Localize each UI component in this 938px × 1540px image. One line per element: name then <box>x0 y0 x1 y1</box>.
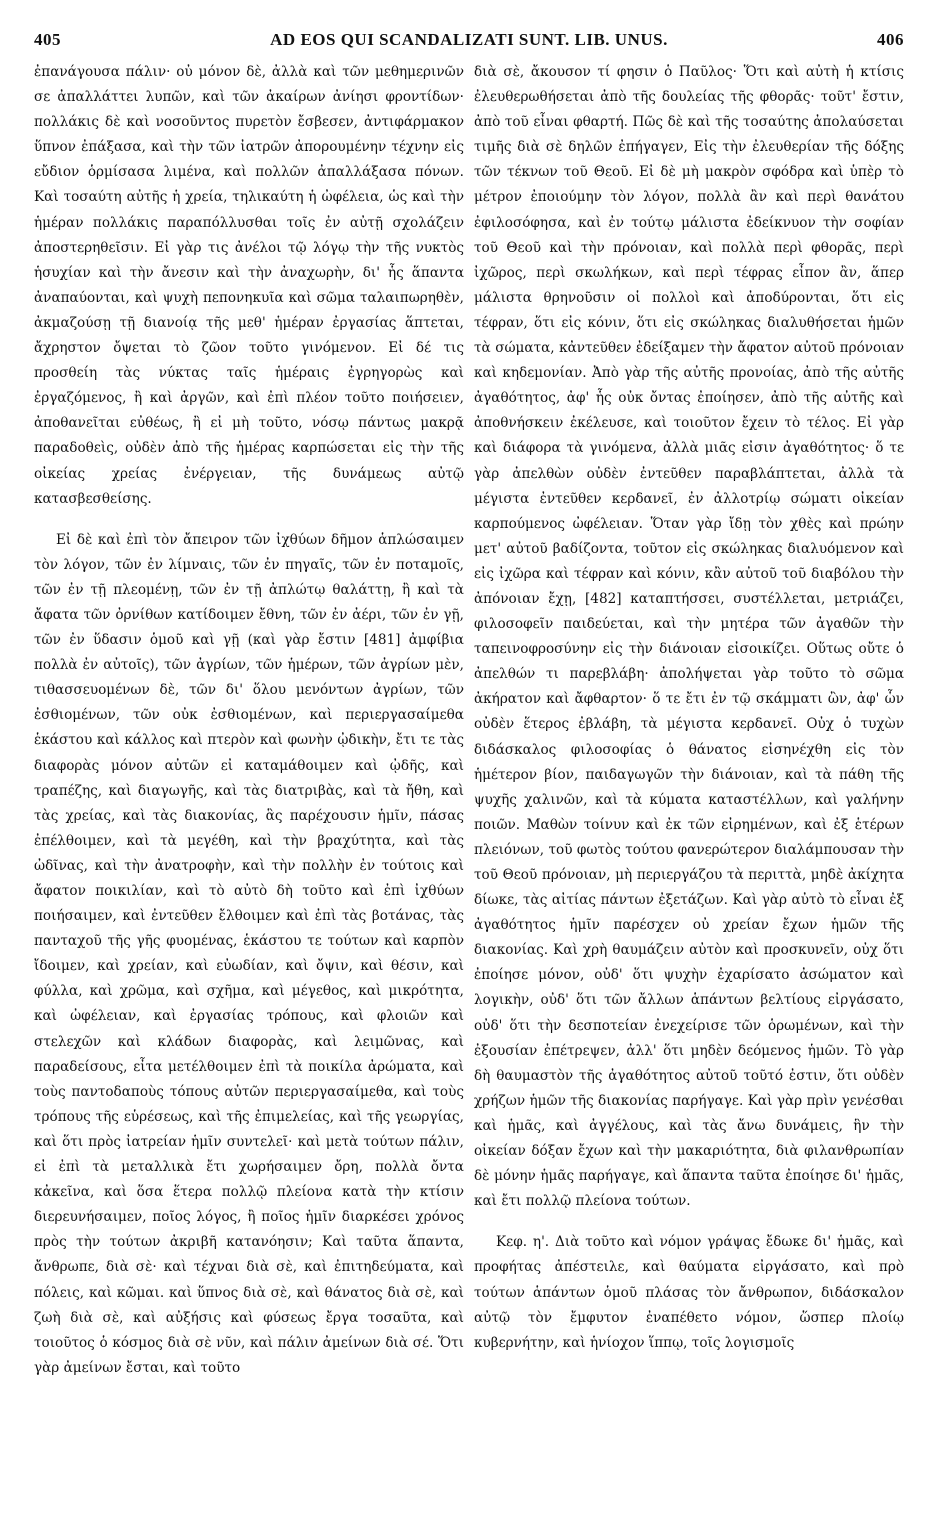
left-column <box>34 60 464 1381</box>
running-header <box>34 30 904 50</box>
page-number-left: 405 <box>34 30 61 49</box>
paragraph: Εἰ δὲ καὶ ἐπὶ τὸν ἄπειρον τῶν ἰχθύων δῆμον ἁπλώσαιμεν τὸν λόγον, τῶν ἐν λίμναις, τῶν ἐν πηγαῖς, τῶν ἐν ποταμοῖς, τῶν ἐν τῇ πλεομένῃ, τῶν ἐν τῇ ἀπλώτῳ θαλάττῃ, ἢ καὶ τὰ ἄφατα τῶν ὀρνίθων κατίδοιμεν ἔθνη, τῶν ἐν ἀέρι, τῶν ἐν γῇ, τῶν ἐν ὕδασιν ὁμοῦ καὶ γῇ (καὶ γὰρ ἔστιν [481] ἀμφίβια πολλὰ ἐν αὐτοῖς), τῶν ἀγρίων, τῶν ἡμέρων, τῶν ἀγρίων μὲν, τιθασσευομένων δὲ, τῶν δι' ὅλου μενόντων ἀγρίων, τῶν ἐσθιομένων, τῶν οὐκ ἐσθιομένων, καὶ περιεργασαίμεθα ἑκάστου καὶ κάλλος καὶ πτερὸν καὶ φωνὴν ᾠδικὴν, ἔτι τε τὰς διαφορὰς μόνον αὐτῶν εἰ καταμάθοιμεν καὶ ᾠδῆς, καὶ τραπέζης, καὶ διαγωγῆς, καὶ τὰς διατριβὰς, καὶ τὰ ἤθη, καὶ τὰς χρείας, καὶ τὰς διακονίας, ἃς παρέχουσιν ἡμῖν, πάσας ἐπέλθοιμεν, καὶ τὰ μεγέθη, καὶ τὴν βραχύτητα, καὶ τὰς ὠδῖνας, καὶ τὴν ἀνατροφὴν, καὶ τὴν πολλὴν ἐν τούτοις καὶ ἄφατον ποικιλίαν, καὶ τὸ αὐτὸ δὴ τοῦτο καὶ ἐπὶ ἰχθύων ποιήσαιμεν, καὶ ἐντεῦθεν ἔλθοιμεν καὶ ἐπὶ τὰς βοτάνας, τὰς πανταχοῦ τῆς γῆς φυομένας, ἑκάστου τε τούτων καὶ καρπὸν ἴδοιμεν, καὶ χρείαν, καὶ εὐωδίαν, καὶ ὄψιν, καὶ θέσιν, καὶ φύλλα, καὶ χρῶμα, καὶ σχῆμα, καὶ μέγεθος, καὶ μικρότητα, καὶ ὠφέλειαν, καὶ ἐργασίας τρόπους, καὶ φλοιῶν καὶ στελεχῶν καὶ κλάδων διαφορὰς, καὶ λειμῶνας, καὶ παραδείσους, εἶτα μετέλθοιμεν ἐπὶ τὰ ποικίλα ἀρώματα, καὶ τοὺς παντοδαποὺς τόπους αὐτῶν περιεργασαίμεθα, καὶ τοὺς τρόπους τῆς εὑρέσεως, καὶ τῆς ἐπιμελείας, καὶ τῆς γεωργίας, καὶ ὅτι πρὸς ἰατρείαν ἡμῖν συντελεῖ· καὶ μετὰ τούτων πάλιν, εἰ ἐπὶ τὰ μεταλλικὰ ἔτι χωρήσαιμεν ὄρη, πολλὰ ὄντα κἀκεῖνα, καὶ ὅσα ἕτερα πολλῷ πλείονα κατὰ τὴν κτίσιν διερευνήσαιμεν, ποῖος λόγος, ἢ ποῖος ἡμῖν διαρκέσει χρόνος πρὸς τὴν τούτων ἀκριβῆ κατανόησιν; Καὶ ταῦτα ἅπαντα, ἄνθρωπε, διὰ σὲ· καὶ τέχναι διὰ σὲ, καὶ ἐπιτηδεύματα, καὶ πόλεις, καὶ κῶμαι. καὶ ὕπνος διὰ σὲ, καὶ θάνατος διὰ σὲ, καὶ ζωὴ διὰ σὲ, καὶ αὐξήσις καὶ φύσεως ἔργα τοσαῦτα, καὶ τοιοῦτος ὁ κόσμος διὰ σὲ νῦν, καὶ πάλιν ἀμείνων διὰ σέ. Ὅτι γὰρ ἀμείνων ἔσται, καὶ τοῦτο <box>34 531 464 1376</box>
paragraph: ἐπανάγουσα πάλιν· οὐ μόνον δὲ, ἀλλὰ καὶ τῶν μεθημερινῶν σε ἀπαλλάττει λυπῶν, καὶ τῶν ἀκαίρων ἀνίησι φροντίδων· πολλάκις δὲ καὶ νοσοῦντος πυρετὸν ἔσβεσεν, ἀντιφάρμακον ὕπνον ἐπάξασα, καὶ τὴν τῶν ἰατρῶν ἀπορουμένην τέχνην εἰς εὔδιον ὁρμίσασα λιμένα, καὶ πολλῶν ἀπαλλάξασα πόνων. Καὶ τοσαύτη αὐτῆς ἡ χρεία, τηλικαύτη ἡ ὠφέλεια, ὡς καὶ τὴν ἡμέραν πολλάκις παραπόλλυσθαι τοῖς ἐν αὐτῇ σχολάζειν ἀποστερηθεῖσιν. Εἰ γὰρ τις ἀνέλοι τῷ λόγῳ τὴν τῆς νυκτὸς ἡσυχίαν καὶ τὴν ἄνεσιν καὶ τὴν ἀναχωρὴν, δι' ἧς ἅπαντα ἀναπαύονται, καὶ ψυχὴ πεπονηκυῖα καὶ σῶμα ταλαιπωρηθὲν, ἀκμαζούσῃ τῇ διανοίᾳ τῆς μεθ' ἡμέραν ἐργασίας ἅπτεται, ἄχρηστον ὄψεται τὸ ζῶον τοῦτο γινόμενον. Εἰ δέ τις προσθείη τὰς νύκτας ταῖς ἡμέραις ἐγρηγορὼς καὶ ἐργαζόμενος, ἢ καὶ ἀργῶν, καὶ ἐπὶ πλέον τοῦτο ποιήσειεν, ἀποθανεῖται εὐθέως, ἢ εἰ μὴ τοῦτο, νόσῳ πάντως μακρᾷ παραδοθεὶς, οὐδὲν ἀπὸ τῆς ἡμέρας καρπώσεται εἰς τὴν τῆς οἰκείας χρείας ἐνέργειαν, τῆς δυνάμεως αὐτῷ κατασβεσθείσης. <box>34 64 464 507</box>
running-title: AD EOS QUI SCANDALIZATI SUNT. LIB. UNUS. <box>270 30 668 49</box>
page-number-right: 406 <box>876 30 904 49</box>
paragraph: διὰ σὲ, ἄκουσον τί φησιν ὁ Παῦλος· Ὅτι καὶ αὐτὴ ἡ κτίσις ἐλευθερωθήσεται ἀπὸ τῆς δουλείας τῆς φθορᾶς· τοῦτ' ἔστιν, ἀπὸ τοῦ εἶναι φθαρτή. Πῶς δὲ καὶ τῆς τοσαύτης ἀπολαύσεται τιμῆς διὰ σὲ δηλῶν ἐπήγαγεν, Εἰς τὴν ἐλευθερίαν τῆς δόξης τῶν τέκνων τοῦ Θεοῦ. Εἰ δὲ μὴ μακρὸν σφόδρα καὶ ὑπὲρ τὸ μέτρον ἐποιούμην τὸν λόγον, πολλὰ ἂν καὶ περὶ θανάτου ἐφιλοσόφησα, καὶ ἐν τούτῳ μάλιστα ἐδείκνυον τὴν σοφίαν τοῦ Θεοῦ καὶ τὴν πρόνοιαν, καὶ πολλὰ περὶ φθορᾶς, περὶ ἰχῶρος, περὶ σκωλήκων, καὶ περὶ τέφρας εἶπον ἂν, ἅπερ μάλιστα θρηνοῦσιν οἱ πολλοὶ καὶ ἀποδύρονται, ὅτι εἰς τέφραν, ὅτι εἰς κόνιν, ὅτι εἰς σκώληκας διαλυθήσεται ἡμῶν τὰ σώματα, κἀντεῦθεν ἐδείξαμεν τὴν ἄφατον αὐτοῦ πρόνοιαν καὶ κηδεμονίαν. Ἀπὸ γὰρ τῆς αὐτῆς προνοίας, ἀπὸ τῆς αὐτῆς ἀγαθότητος, ἀφ' ἧς οὐκ ὄντας ἐποίησεν, ἀπὸ τῆς αὐτῆς καὶ ἀποθνήσκειν ἐκέλευσε, καὶ τοιοῦτον ἔχειν τὸ τέλος. Εἰ γὰρ καὶ διάφορα τὰ γινόμενα, ἀλλὰ μιᾶς εἰσιν ἀγαθότητος· ὅ τε γὰρ ἀπελθὼν οὐδὲν ἐντεῦθεν παραβλάπτεται, ἀλλὰ τὰ μέγιστα ἐντεῦθεν κερδανεῖ, ἐν ἀλλοτρίῳ σώματι οἰκείαν καρπούμενος ὠφέλειαν. Ὅταν γὰρ ἴδῃ τὸν χθὲς καὶ πρώην μετ' αὐτοῦ βαδίζοντα, τοῦτον εἰς σκώληκας διαλυόμενον καὶ εἰς ἰχῶρα καὶ τέφραν καὶ κόνιν, κἂν αὐτοῦ τοῦ διαβόλου τὴν ἀπόνοιαν ἔχῃ, [482] καταπτήσσει, συστέλλεται, μετριάζει, φιλοσοφεῖν παιδεύεται, καὶ τὴν μητέρα τῶν ἀγαθῶν τὴν ταπεινοφροσύνην εἰς τὴν διάνοιαν εἰσοικίζει. Οὕτως οὔτε ὁ ἀπελθών τι παρεβλάβη· ἀπολήψεται γὰρ τοῦτο τὸ σῶμα ἀκήρατον καὶ ἄφθαρτον· ὅ τε ἔτι ἐν τῷ σκάμματι ὢν, ἀφ' ὧν οὐδὲν ἕτερος ἐβλάβη, τὰ μέγιστα κερδανεῖ. Οὐχ ὁ τυχὼν διδάσκαλος φιλοσοφίας ὁ θάνατος εἰσηνέχθη εἰς τὸν ἡμέτερον βίον, παιδαγωγῶν τὴν διάνοιαν, καὶ τὰ πάθη τῆς ψυχῆς χαλινῶν, καὶ τὰ κύματα καταστέλλων, καὶ γαλήνην ποιῶν. Μαθὼν τοίνυν καὶ ἐκ τῶν εἰρημένων, καὶ ἐξ ἑτέρων πλειόνων, τοῦ φωτὸς τούτου φανερώτερον διαλάμπουσαν τὴν τοῦ Θεοῦ πρόνοιαν, μὴ περιεργάζου τὰ περιττὰ, μηδὲ ἀκίχητα δίωκε, τὰς αἰτίας πάντων ἐξετάζων. Καὶ γὰρ αὐτὸ τὸ εἶναι ἐξ ἀγαθότητος ἡμῖν παρέσχεν οὐ χρείαν ἔχων ἡμῶν τῆς διακονίας. Καὶ χρὴ θαυμάζειν αὐτὸν καὶ προσκυνεῖν, οὐχ ὅτι ἐποίησε μόνον, οὐδ' ὅτι ψυχὴν ἐχαρίσατο ἀσώματον καὶ λογικὴν, οὐδ' ὅτι τῶν ἄλλων ἁπάντων βελτίους εἰργάσατο, οὐδ' ὅτι τὴν δεσποτείαν ἐνεχείρισε τῶν ὁρωμένων, καὶ τὴν ἐξουσίαν ἐπέτρεψεν, ἀλλ' ὅτι μηδὲν δεόμενος ἡμῶν. Τὸ γὰρ δὴ θαυμαστὸν τῆς ἀγαθότητος αὐτοῦ τοῦτό ἐστιν, ὅτι οὐδὲν χρήζων ἡμῶν τῆς διακονίας παρήγαγε. Καὶ γὰρ πρὶν γενέσθαι καὶ ἡμᾶς, καὶ ἀγγέλους, καὶ τὰς ἄνω δυνάμεις, ἣν τὴν οἰκείαν δόξαν ἔχων καὶ τὴν μακαριότητα, διὰ φιλανθρωπίαν δὲ μόνην ἡμᾶς παρήγαγε, καὶ ἅπαντα ταῦτα ἐποίησε δι' ἡμᾶς, καὶ ἔτι πολλῷ πλείονα τούτων. <box>474 64 904 1210</box>
right-column <box>474 60 904 1381</box>
paragraph: Κεφ. η'. Διὰ τοῦτο καὶ νόμον γράψας ἔδωκε δι' ἡμᾶς, καὶ προφήτας ἀπέστειλε, καὶ θαύματα εἰργάσατο, καὶ πρὸ τούτων ἁπάντων ὁμοῦ πλάσας τὸν ἄνθρωπον, διδάσκαλον αὐτῷ τὸν ἔμφυτον ἐναπέθετο νόμον, ὥσπερ πλοίῳ κυβερνήτην, καὶ ἡνίοχον ἵππῳ, τοῖς λογισμοῖς <box>474 1234 904 1351</box>
two-column-body <box>34 60 904 1381</box>
